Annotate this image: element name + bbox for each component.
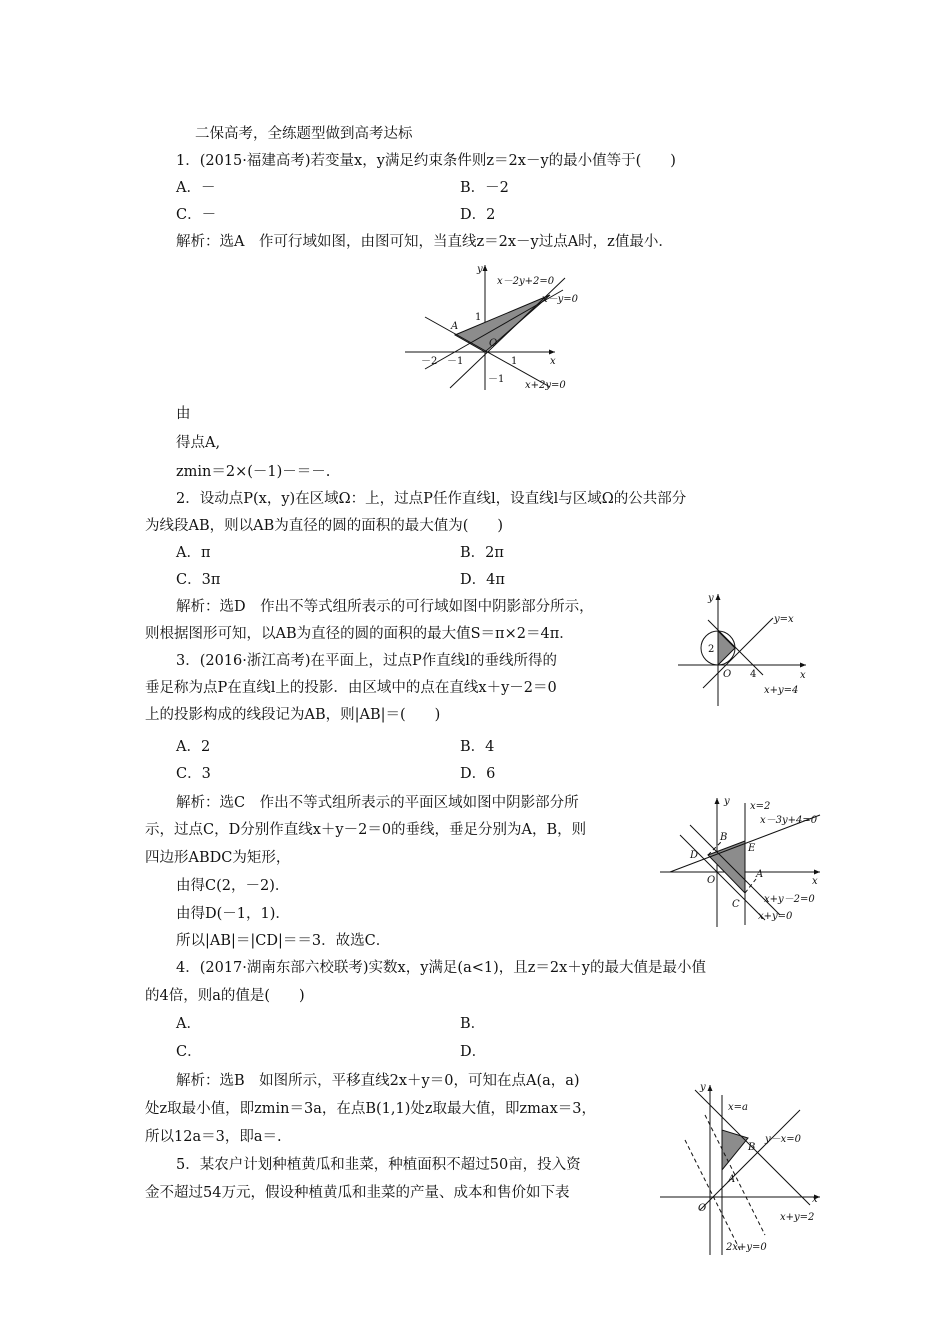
q3-y-label: y <box>724 796 730 807</box>
q4-option-b: B． <box>460 1016 486 1032</box>
q3-option-d: D．6 <box>460 766 496 782</box>
q4-solution-line3: 所以12a＝3，即a＝. <box>145 1129 282 1145</box>
q4-label-xa: x=a <box>728 1102 748 1113</box>
q4-point-a: A <box>728 1174 736 1185</box>
q2-option-a: A．π <box>176 545 211 561</box>
q4-figure <box>660 1080 825 1258</box>
q4-line-y-x <box>700 1110 800 1210</box>
q1-option-d: D．2 <box>460 207 496 223</box>
q1-label-l2: x－y=0 <box>542 294 579 305</box>
q3-option-c: C．3 <box>176 766 211 782</box>
q2-y-arrow <box>716 594 721 600</box>
q2-solution-line1: 解析：选D 作出不等式组所表示的可行域如图中阴影部分所示， <box>176 599 594 615</box>
q3-y-arrow <box>715 798 720 804</box>
q1-stem: 1．(2015·福建高考)若变量x，y满足约束条件则z＝2x－y的最小值等于( ) <box>176 153 676 169</box>
q3-solution-line1: 解析：选C 作出不等式组所表示的平面区域如图中阴影部分所 <box>176 795 579 811</box>
q3-solution-line2: 示，过点C，D分别作直线x＋y－2＝0的垂线，垂足分别为A，B，则 <box>145 822 587 838</box>
q5-stem-line1: 5．某农户计划种植黄瓜和韭菜，种植面积不超过50亩，投入资 <box>176 1157 581 1173</box>
q3-stem-line2: 垂足称为点P在直线l上的投影．由区域中的点在直线x＋y－2＝0 <box>145 680 557 696</box>
q4-solution-line1: 解析：选B 如图所示，平移直线2x＋y＝0，可知在点A(a，a) <box>176 1073 580 1089</box>
q1-figure <box>405 260 595 400</box>
q3-solution-line6: 所以|AB|＝|CD|＝＝3．故选C． <box>176 933 391 949</box>
q1-tick-neg2: －2 <box>421 356 438 367</box>
q4-label-yx0: y－x=0 <box>765 1134 802 1145</box>
q1-x-label: x <box>550 356 556 367</box>
q4-y-arrow <box>708 1085 713 1091</box>
q2-option-c: C．3π <box>176 572 221 588</box>
q2-line-x+y-4 <box>708 620 763 675</box>
q1-label-l3: x+2y=0 <box>525 380 566 391</box>
q2-label-xy4: x+y=4 <box>764 685 799 696</box>
q1-point-a: A <box>451 321 459 332</box>
q3-label-l1: x－3y+4=0 <box>760 815 818 826</box>
q2-x-label: x <box>800 670 806 681</box>
q4-solution-line2: 处z取最小值，即zmin＝3a，在点B(1,1)处z取最大值，即zmax＝3， <box>145 1101 596 1117</box>
q1-option-b: B．－2 <box>460 180 509 196</box>
q1-origin: O <box>489 338 498 349</box>
q3-label-l2: x+y－2=0 <box>764 894 815 905</box>
q4-point-b: B <box>748 1142 756 1153</box>
q3-solution-line3: 四边形ABDC为矩形， <box>145 850 291 866</box>
q1-zmin: zmin＝2×(－1)－＝－. <box>176 464 331 480</box>
q3-solution-line4: 由得C(2，－2)． <box>176 878 290 894</box>
q3-stem-line1: 3．(2016·浙江高考)在平面上，过点P作直线l的垂线所得的 <box>176 653 557 669</box>
q1-point-result: 得点A, <box>176 435 221 451</box>
q2-feasible-region <box>718 631 735 665</box>
q2-stem-line2: 为线段AB，则以AB为直径的圆的面积的最大值为( ) <box>145 518 504 534</box>
q2-x-arrow <box>800 663 806 668</box>
q3-point-c: C <box>732 899 740 910</box>
q3-option-b: B．4 <box>460 739 495 755</box>
q2-option-d: D．4π <box>460 572 505 588</box>
q3-origin: O <box>707 875 716 886</box>
section-title: 二保高考，全练题型做到高考达标 <box>195 126 413 142</box>
q3-point-d: D <box>690 850 699 861</box>
q4-y-label: y <box>700 1082 706 1093</box>
q1-tick-neg1: －1 <box>447 356 464 367</box>
q3-label-x2: x=2 <box>750 801 771 812</box>
q4-stem-line2: 的4倍，则a的值是( ) <box>145 988 305 1004</box>
q4-option-a: A． <box>176 1016 201 1032</box>
q3-x-label: x <box>812 876 818 887</box>
q1-option-a: A．－ <box>176 180 216 196</box>
q4-x-label: x <box>812 1194 818 1205</box>
q5-stem-line2: 金不超过54万元，假设种植黄瓜和韭菜的产量、成本和售价如下表 <box>145 1185 570 1201</box>
q4-option-d: D． <box>460 1044 487 1060</box>
q2-label-two: 2 <box>708 644 715 655</box>
q3-point-b: B <box>720 832 728 843</box>
q4-label-xy2: x+y=2 <box>780 1212 815 1223</box>
q4-label-2xy: 2x+y=0 <box>726 1242 767 1253</box>
q3-point-e: E <box>748 843 756 854</box>
q4-origin: O <box>698 1203 707 1214</box>
q1-you: 由 <box>176 406 191 422</box>
q3-figure <box>660 795 825 935</box>
q1-y-label: y <box>477 264 483 275</box>
q1-solution: 解析：选A 作可行域如图，由图可知，当直线z＝2x－y过点A时，z值最小． <box>176 234 673 250</box>
q2-origin: O <box>723 669 732 680</box>
q1-option-c: C．－ <box>176 207 217 223</box>
q1-tick-1y: 1 <box>475 312 482 323</box>
q2-option-b: B．2π <box>460 545 504 561</box>
q2-figure <box>678 590 808 708</box>
q3-solution-line5: 由得D(－1，1)． <box>176 906 290 922</box>
q3-option-a: A．2 <box>176 739 211 755</box>
q4-option-c: C． <box>176 1044 202 1060</box>
q1-x-arrow <box>549 350 555 355</box>
q2-solution-line2: 则根据图形可知，以AB为直径的圆的面积的最大值S＝π×2＝4π． <box>145 626 574 642</box>
q1-tick-1x: 1 <box>511 356 518 367</box>
q3-label-l3: x+y=0 <box>758 911 793 922</box>
q4-feasible-region <box>722 1130 748 1170</box>
q2-y-label: y <box>708 593 714 604</box>
q1-y-arrow <box>483 265 488 271</box>
q2-label-yx: y=x <box>774 614 794 625</box>
q3-x-arrow <box>814 870 820 875</box>
q2-stem-line1: 2．设动点P(x，y)在区域Ω：上，过点P任作直线l，设直线l与区域Ω的公共部分 <box>176 491 687 507</box>
q2-label-four: 4 <box>750 669 757 680</box>
q1-tick-neg1y: －1 <box>488 374 505 385</box>
q4-stem-line1: 4．(2017·湖南东部六校联考)实数x，y满足(a<1)，且z＝2x＋y的最大值是最小值 <box>176 960 706 976</box>
q3-point-a: A <box>756 869 764 880</box>
q3-stem-line3: 上的投影构成的线段记为AB，则|AB|＝( ) <box>145 707 441 723</box>
q1-label-l1: x－2y+2=0 <box>497 276 555 287</box>
